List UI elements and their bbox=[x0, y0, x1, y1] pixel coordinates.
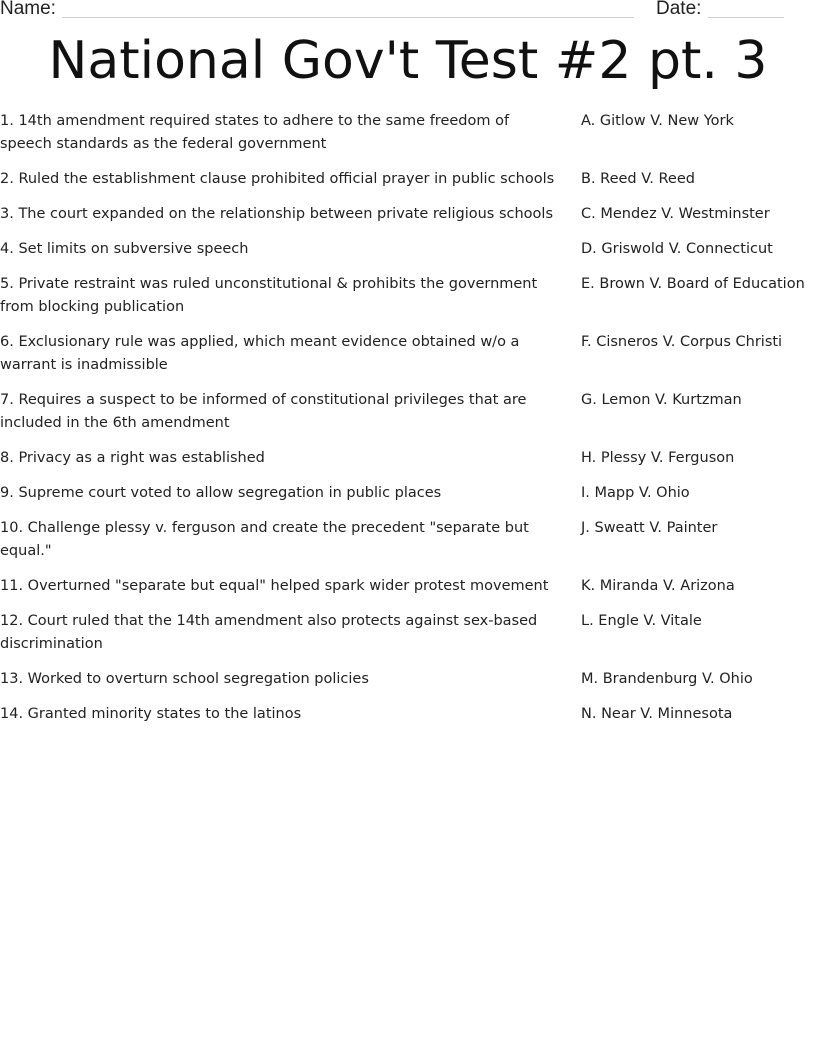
answer-option: B. Reed V. Reed bbox=[581, 171, 695, 187]
matching-row bbox=[0, 389, 816, 435]
answer-option: F. Cisneros V. Corpus Christi bbox=[581, 334, 783, 350]
answer-option: G. Lemon V. Kurtzman bbox=[581, 392, 742, 408]
matching-row bbox=[0, 168, 816, 191]
question-item: 10. Challenge plessy v. ferguson and create the precedent "separate but equal." bbox=[0, 520, 529, 559]
answer-option: E. Brown V. Board of Education bbox=[581, 276, 805, 292]
date-blank-line[interactable] bbox=[708, 17, 784, 18]
question-item: 5. Private restraint was ruled unconstitutional & prohibits the government from blocking publication bbox=[0, 276, 538, 315]
matching-row bbox=[0, 610, 816, 656]
matching-row bbox=[0, 668, 816, 691]
answer-option: J. Sweatt V. Painter bbox=[581, 520, 718, 536]
answer-option: D. Griswold V. Connecticut bbox=[581, 241, 773, 257]
answer-option: K. Miranda V. Arizona bbox=[581, 578, 735, 594]
question-item: 4. Set limits on subversive speech bbox=[0, 241, 249, 257]
matching-row bbox=[0, 110, 816, 156]
question-item: 14. Granted minority states to the latinos bbox=[0, 706, 302, 722]
matching-row bbox=[0, 703, 816, 726]
worksheet-title: National Gov't Test #2 pt. 3 bbox=[48, 31, 768, 91]
matching-row bbox=[0, 238, 816, 261]
name-blank-line[interactable] bbox=[62, 17, 634, 18]
question-item: 6. Exclusionary rule was applied, which meant evidence obtained w/o a warrant is inadmissible bbox=[0, 334, 520, 373]
answer-option: A. Gitlow V. New York bbox=[581, 113, 734, 129]
answer-option: I. Mapp V. Ohio bbox=[581, 485, 690, 501]
answer-option: M. Brandenburg V. Ohio bbox=[581, 671, 753, 687]
question-item: 8. Privacy as a right was established bbox=[0, 450, 265, 466]
matching-row bbox=[0, 331, 816, 377]
answer-option: C. Mendez V. Westminster bbox=[581, 206, 770, 222]
question-item: 9. Supreme court voted to allow segregation in public places bbox=[0, 485, 442, 501]
question-item: 7. Requires a suspect to be informed of constitutional privileges that are included in the 6th amendment bbox=[0, 392, 527, 431]
date-label: Date: bbox=[656, 0, 702, 19]
matching-row bbox=[0, 273, 816, 319]
question-item: 1. 14th amendment required states to adhere to the same freedom of speech standards as the federal government bbox=[0, 113, 510, 152]
matching-row bbox=[0, 575, 816, 598]
matching-list bbox=[0, 110, 816, 738]
question-item: 12. Court ruled that the 14th amendment also protects against sex-based discrimination bbox=[0, 613, 538, 652]
worksheet-header bbox=[0, 0, 816, 26]
question-item: 2. Ruled the establishment clause prohibited official prayer in public schools bbox=[0, 171, 555, 187]
question-item: 3. The court expanded on the relationship between private religious schools bbox=[0, 206, 553, 222]
matching-row bbox=[0, 447, 816, 470]
matching-row bbox=[0, 482, 816, 505]
name-label: Name: bbox=[0, 0, 56, 19]
matching-row bbox=[0, 203, 816, 226]
answer-option: L. Engle V. Vitale bbox=[581, 613, 702, 629]
question-item: 11. Overturned "separate but equal" helped spark wider protest movement bbox=[0, 578, 549, 594]
answer-option: N. Near V. Minnesota bbox=[581, 706, 733, 722]
question-item: 13. Worked to overturn school segregation policies bbox=[0, 671, 369, 687]
answer-option: H. Plessy V. Ferguson bbox=[581, 450, 735, 466]
matching-row bbox=[0, 517, 816, 563]
